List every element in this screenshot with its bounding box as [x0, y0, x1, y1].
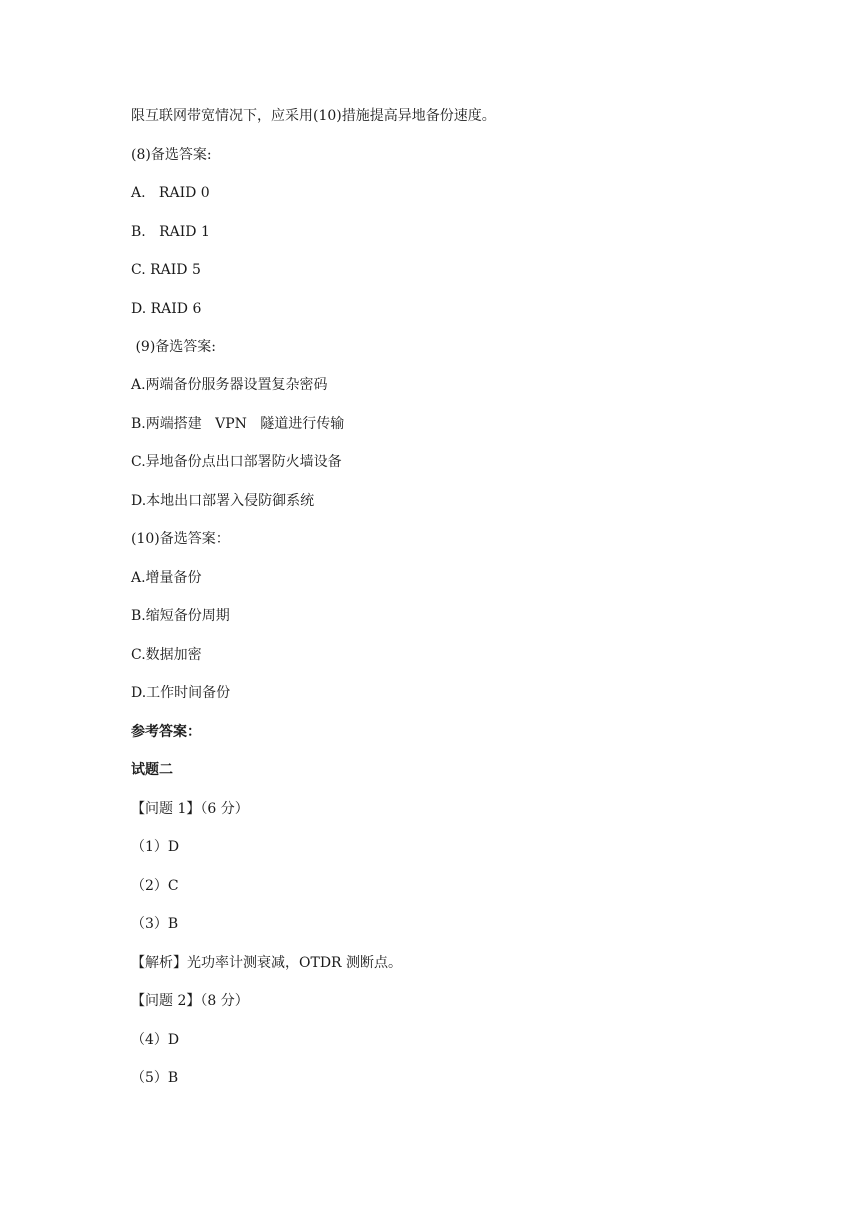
q8-option-c: C. RAID 5: [131, 262, 201, 278]
q10-option-c: C.数据加密: [131, 647, 202, 663]
answer-1: （1）D: [131, 839, 180, 855]
q9-option-c: C.异地备份点出口部署防火墙设备: [131, 454, 342, 470]
q9-option-b: B.两端搭建 VPN 隧道进行传输: [131, 416, 345, 432]
q10-options-heading: (10)备选答案：: [131, 531, 230, 547]
reference-answer-heading: 参考答案：: [131, 724, 201, 740]
problem-1-heading: 【问题 1】（6 分）: [131, 801, 249, 817]
q8-option-d: D. RAID 6: [131, 301, 202, 317]
q10-option-d: D.工作时间备份: [131, 685, 231, 701]
q8-options-heading: (8)备选答案:: [131, 147, 212, 163]
q9-option-d: D.本地出口部署入侵防御系统: [131, 493, 315, 509]
answer-2: （2）C: [131, 878, 179, 894]
answer-5: （5）B: [131, 1070, 179, 1086]
q9-option-a: A.两端备份服务器设置复杂密码: [131, 377, 328, 393]
question-text-continuation: 限互联网带宽情况下，应采用(10)措施提高异地备份速度。: [131, 108, 496, 124]
answer-3: （3）B: [131, 916, 179, 932]
analysis-text: 【解析】光功率计测衰减，OTDR 测断点。: [131, 955, 403, 971]
q8-option-b: B. RAID 1: [131, 224, 210, 240]
q10-option-b: B.缩短备份周期: [131, 608, 230, 624]
problem-2-heading: 【问题 2】（8 分）: [131, 993, 249, 1009]
q10-option-a: A.增量备份: [131, 570, 202, 586]
q8-option-a: A. RAID 0: [131, 185, 210, 201]
q9-options-heading: (9)备选答案:: [131, 339, 216, 355]
answer-4: （4）D: [131, 1032, 180, 1048]
section-title: 试题二: [131, 762, 173, 778]
